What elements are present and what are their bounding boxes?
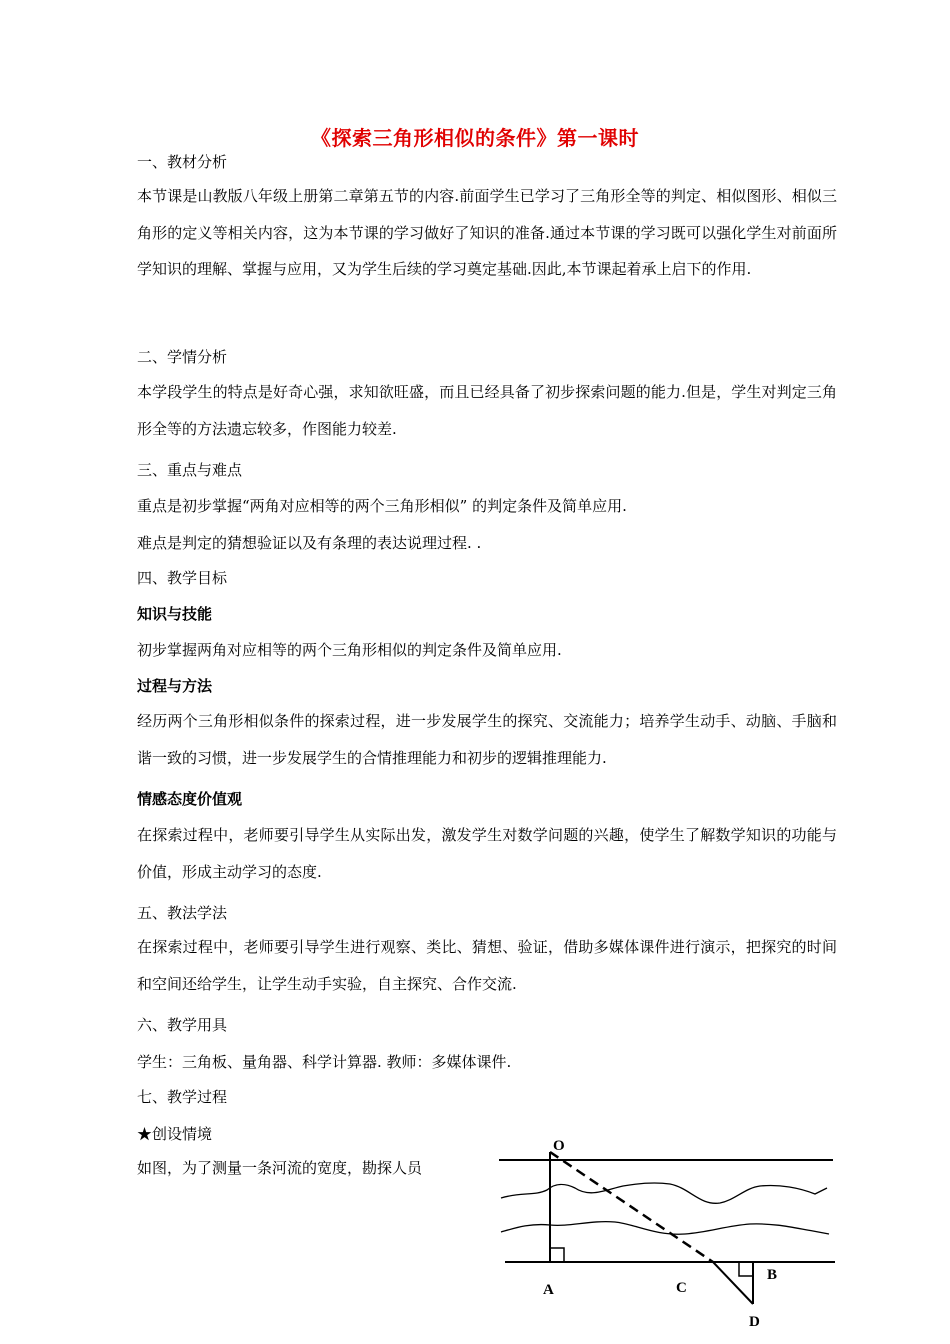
paragraph-process-methods: 经历两个三角形相似条件的探索过程，进一步发展学生的探究、交流能力；培养学生动手、动脑、手脑和谐一致的习惯，进一步发展学生的合情推理能力和初步的逻辑推理能力.: [137, 712, 837, 767]
point-label-c: C: [676, 1280, 687, 1296]
paragraph-methods: 在探索过程中，老师要引导学生进行观察、类比、猜想、验证，借助多媒体课件进行演示，把探究的时间和空间还给学生，让学生动手实验，自主探究、合作交流.: [137, 938, 837, 993]
page-title: 《探索三角形相似的条件》第一课时: [311, 126, 639, 150]
paragraph-attitudes-values: 在探索过程中，老师要引导学生从实际出发，激发学生对数学问题的兴趣，使学生了解数学知识的功能与价值，形成主动学习的态度.: [137, 826, 837, 881]
right-angle-mark-a: [550, 1248, 564, 1262]
section-heading-key-points: 三、重点与难点: [137, 461, 243, 479]
subheading-knowledge-skills: 知识与技能: [137, 605, 213, 623]
subheading-scenario: ★创设情境: [137, 1125, 213, 1143]
paragraph-key-point: 重点是初步掌握“两角对应相等的两个三角形相似” 的判定条件及简单应用.: [137, 497, 627, 515]
point-label-d: D: [749, 1314, 760, 1330]
subheading-attitudes-values: 情感态度价值观: [137, 790, 243, 808]
paragraph-student-analysis: 本学段学生的特点是好奇心强，求知欲旺盛，而且已经具备了初步探索问题的能力.但是，学生对判定三角形全等的方法遗忘较多，作图能力较差.: [137, 383, 837, 438]
dashed-line-oc: [550, 1152, 713, 1262]
section-heading-process: 七、教学过程: [137, 1088, 228, 1106]
river-width-diagram: [495, 1128, 840, 1336]
point-label-o: O: [553, 1138, 565, 1154]
paragraph-textbook-analysis: 本节课是山教版八年级上册第二章第五节的内容.前面学生已学习了三角形全等的判定、相似图形、相似三角形的定义等相关内容，这为本节课的学习做好了知识的准备.通过本节课的学习既可以强化学生对前面所学知识的理解、掌握与应用，又为学生后续的学习奠定基础.因此,本节课起着承上启下的作用.: [137, 187, 837, 278]
paragraph-knowledge-skills: 初步掌握两角对应相等的两个三角形相似的判定条件及简单应用.: [137, 641, 562, 659]
section-heading-tools: 六、教学用具: [137, 1016, 228, 1034]
subheading-process-methods: 过程与方法: [137, 677, 213, 695]
section-heading-objectives: 四、教学目标: [137, 569, 228, 587]
paragraph-difficulty: 难点是判定的猜想验证以及有条理的表达说理过程. .: [137, 534, 482, 552]
point-label-a: A: [543, 1282, 554, 1298]
right-angle-mark-b: [739, 1262, 753, 1276]
section-heading-textbook-analysis: 一、教材分析: [137, 153, 228, 171]
section-heading-methods: 五、教法学法: [137, 904, 228, 922]
point-label-b: B: [767, 1267, 778, 1283]
segment-cd: [713, 1262, 753, 1304]
section-heading-student-analysis: 二、学情分析: [137, 348, 228, 366]
paragraph-tools: 学生：三角板、量角器、科学计算器. 教师：多媒体课件.: [137, 1053, 512, 1071]
paragraph-scenario: 如图，为了测量一条河流的宽度，勘探人员: [137, 1159, 423, 1177]
